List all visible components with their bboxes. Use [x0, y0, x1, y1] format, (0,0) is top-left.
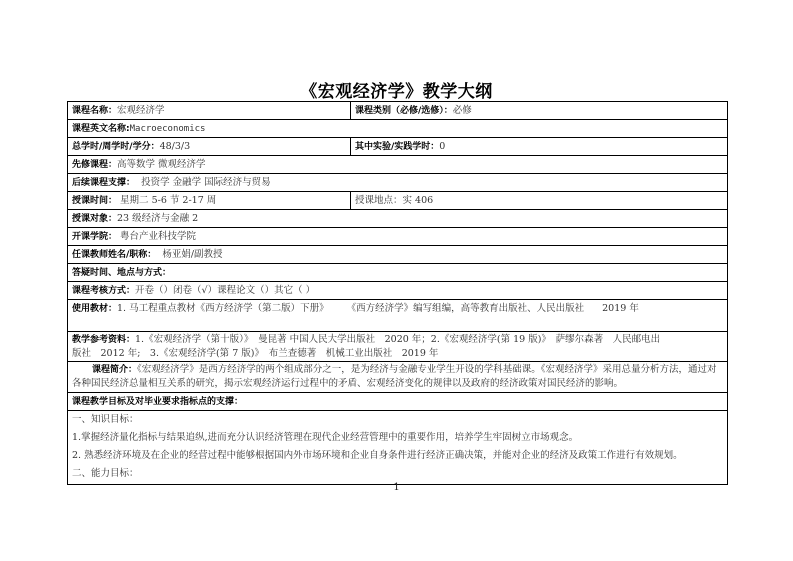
- objective-item-2: 2. 熟悉经济环境及在企业的经营过程中能够根据国内外市场环境和企业自身条件进行经济正确决策，并能对企业的经济及政策工作进行有效规划。: [72, 450, 683, 461]
- row-office-hours: [68, 264, 728, 282]
- course-name-label: 课程名称：: [72, 105, 118, 116]
- row-assessment: [68, 282, 728, 300]
- row-objectives-heading: [68, 393, 728, 411]
- row-english-name: [68, 120, 728, 138]
- hours-label: 总学时/周学时/学分：: [72, 141, 160, 152]
- row-college: [68, 228, 728, 246]
- row-hours: [68, 138, 728, 156]
- assessment-value: 开卷（）闭卷（√）课程论文（）其它（ ）: [135, 284, 316, 296]
- assessment-label: 课程考核方式：: [72, 285, 136, 296]
- syllabus-table: [67, 101, 728, 485]
- references-line2: 版社 2012 年; 3.《宏观经济学(第 7 版)》 布兰查德著 机械工业出版社 2019 年: [72, 348, 439, 359]
- row-objectives-body: [68, 411, 728, 485]
- textbook-year: 2019 年: [602, 303, 639, 314]
- textbook-publisher: 《西方经济学》编写组编，高等教育出版社、人民出版社: [346, 303, 585, 314]
- teaching-place-value: 实 406: [402, 194, 434, 206]
- ability-heading: 二、能力目标：: [72, 468, 139, 479]
- audience-label: 授课对象：: [72, 213, 118, 224]
- knowledge-heading: 一、知识目标：: [72, 414, 139, 425]
- hours-value: 48/3/3: [159, 140, 191, 152]
- teaching-time-value: 星期二 5-6 节 2-17 周: [120, 194, 217, 206]
- college-value: 粤台产业科技学院: [120, 230, 197, 242]
- college-label: 开课学院：: [72, 231, 118, 242]
- teaching-place-label: 授课地点：: [355, 194, 403, 206]
- prerequisites-value: 高等数学 微观经济学: [117, 158, 206, 170]
- english-name-value: Macroeconomics: [129, 123, 206, 134]
- follow-up-label: 后续课程支撑：: [72, 177, 136, 188]
- textbook-value: 1. 马工程重点教材《西方经济学（第二版）下册》: [117, 303, 329, 314]
- objective-item-1: 1.掌握经济量化指标与结果追纵,进而充分认识经济管理在现代企业经营管理中的重要作用，培养学生牢固树立市场观念。: [72, 432, 579, 443]
- row-course-name: [68, 102, 728, 120]
- practice-hours-label: 其中实验/实践学时：: [355, 141, 440, 152]
- row-references: [68, 332, 728, 362]
- intro-text: 《宏观经济学》是西方经济学的两个组成部分之一，是为经济与金融专业学生开设的学科基础课。《宏观经济学》采用总量分析方法，通过对各种国民经济总量相互关系的研究，揭示宏观经济运行过程中的矛盾、宏观经济变化的规律以及政府的经济政策对国民经济的影响。: [72, 364, 717, 389]
- prerequisites-label: 先修课程：: [72, 159, 118, 170]
- practice-hours-value: 0: [439, 140, 446, 152]
- teacher-value: 杨亚娟/副教授: [162, 248, 223, 260]
- objectives-label: 课程教学目标及对毕业要求指标点的支撑：: [72, 396, 244, 407]
- course-type-label: 课程类别（必修/选修）：: [355, 105, 453, 116]
- english-name-label: 课程英文名称:: [72, 123, 130, 134]
- references-line1: 1.《宏观经济学（第十版）》 曼昆著 中国人民大学出版社 2020 年；2.《宏观经济学(第 19 版)》 萨缪尔森著 人民邮电出: [135, 334, 661, 345]
- row-follow-up: [68, 174, 728, 192]
- row-audience: [68, 210, 728, 228]
- office-hours-label: 答疑时间、地点与方式：: [72, 267, 172, 278]
- follow-up-value: 投资学 金融学 国际经济与贸易: [141, 176, 271, 188]
- page-number: 1: [393, 482, 400, 493]
- teaching-time-label: 授课时间：: [72, 195, 118, 206]
- course-name-value: 宏观经济学: [117, 104, 165, 116]
- course-type-value: 必修: [452, 104, 472, 116]
- audience-value: 23 级经济与金融 2: [117, 212, 199, 224]
- document-title: 《宏观经济学》教学大纲: [300, 82, 493, 102]
- textbook-label: 使用教材：: [72, 304, 118, 314]
- row-prerequisites: [68, 156, 728, 174]
- teacher-label: 任课教师姓名/职称：: [72, 249, 157, 260]
- row-intro: [68, 362, 728, 393]
- row-textbook: [68, 300, 728, 332]
- intro-label: 课程简介：: [92, 365, 138, 375]
- row-teaching-time: [68, 192, 728, 210]
- row-teacher: [68, 246, 728, 264]
- references-label: 教学参考资料：: [72, 335, 136, 345]
